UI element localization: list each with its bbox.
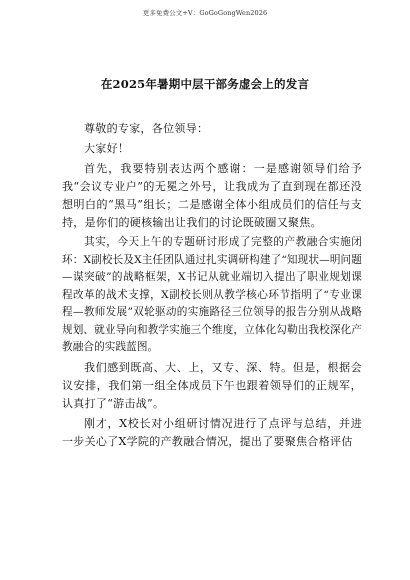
header-note: 更多免费公文+V：GoGoGongWen2026	[142, 9, 268, 17]
paragraph-thanks: 首先，我要特别表达两个感谢：一是感谢领导们给予我“会议专业户”的无冕之外号，让我成为了直到现在都还没想明白的“黑马”组长；二是感谢全体小组成员们的信任与支持，是你们的硬核输出让我们的讨论既破圈又聚焦。	[62, 162, 362, 229]
document-body	[62, 120, 362, 453]
document-title: 在2025年暑期中层干部务虚会上的发言	[100, 77, 310, 91]
paragraph-guerrilla: 我们感到既高、大、上，又专、深、特。但是，根据会议安排，我们第一组全体成员下午也跟着领导们的正规军，认真打了“游击战”。	[62, 360, 362, 410]
paragraph-seminar-summary: 其实，今天上午的专题研讨形成了完整的产教融合实施闭环：X副校长及X主任团队通过扎实调研构建了“知现状—明问题—谋突破”的战略框架，X书记从就业端切入提出了职业规划课程改革的战术支撑，X副校长则从教学核心环节指明了“专业课程—教师发展”双轮驱动的实施路径三位领导的报告分别从战略规划、就业导向和教学实施三个维度，立体化勾勒出我校深化产教融合的实践蓝图。	[62, 236, 362, 353]
salutation: 尊敬的专家，各位领导：	[84, 122, 209, 135]
greeting: 大家好！	[84, 142, 130, 155]
paragraph-review: 刚才，X校长对小组研讨情况进行了点评与总结，并进一步关心了X学院的产教融合情况，提出了要聚焦合格评估	[62, 416, 362, 448]
